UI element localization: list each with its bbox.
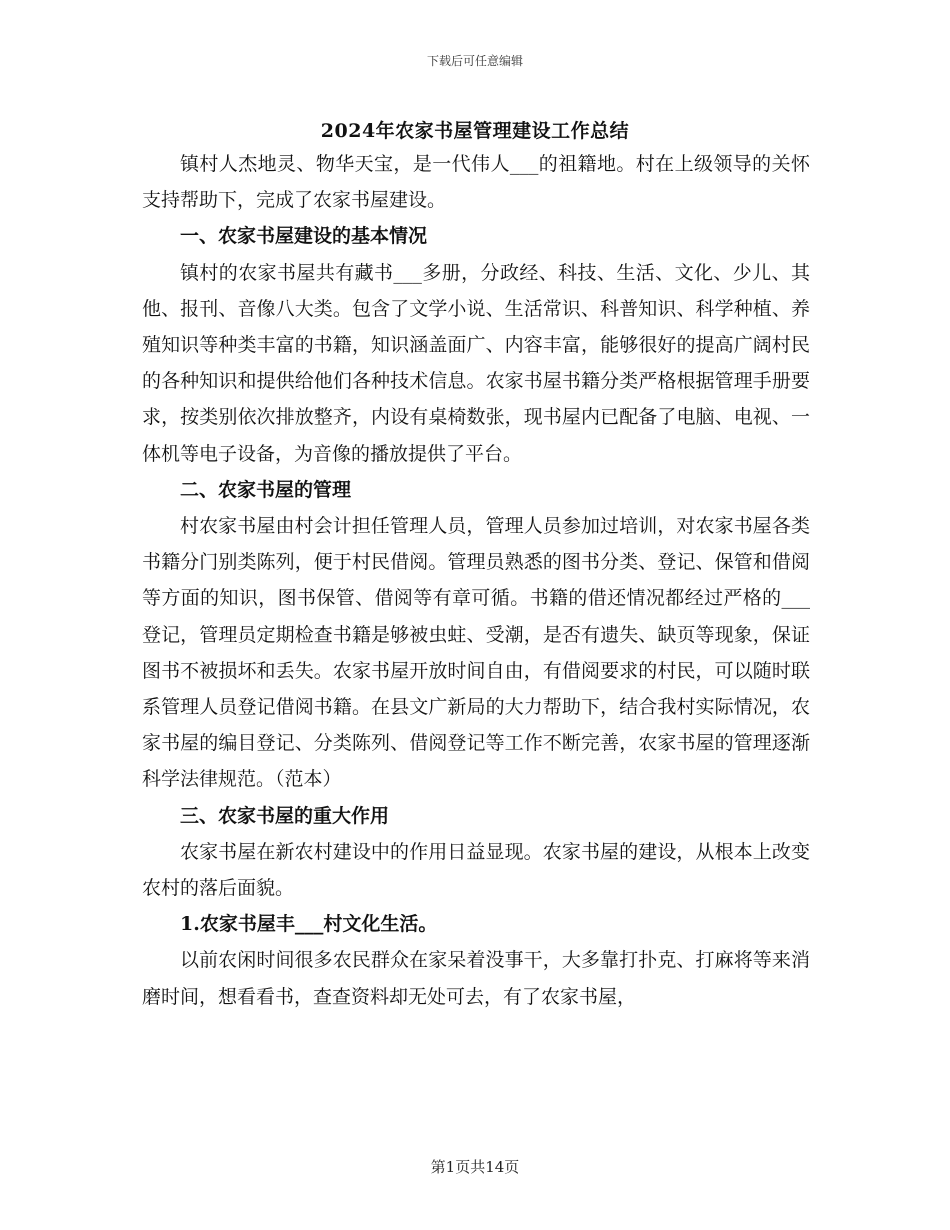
section-2-paragraph: 村农家书屋由村会计担任管理人员，管理人员参加过培训，对农家书屋各类书籍分门别类陈列，便于村民借阅。管理员熟悉的图书分类、登记、保管和借阅等方面的知识，图书保管、借阅等有章可循。书籍的借还情况都经过严格的___登记，管理员定期检查书籍是够被虫蛀、受潮，是否有遗失、缺页等现象，保证图书不被损坏和丢失。农家书屋开放时间自由，有借阅要求的村民，可以随时联系管理人员登记借阅书籍。在县文广新局的大力帮助下，结合我村实际情况，农家书屋的编目登记、分类陈列、借阅登记等工作不断完善，农家书屋的管理逐渐科学法律规范。（范本）: [142, 515, 810, 791]
page-header: 下载后可任意编辑: [426, 54, 523, 68]
subsection-1-paragraph: 以前农闲时间很多农民群众在家呆着没事干，大多靠打扑克、打麻将等来消磨时间，想看看书，查查资料却无处可去，有了农家书屋，: [142, 949, 810, 1008]
document-body: [142, 146, 810, 1015]
intro-paragraph: 镇村人杰地灵、物华天宝，是一代伟人___的祖籍地。村在上级领导的关怀支持帮助下，完成了农家书屋建设。: [142, 153, 810, 212]
section-heading-1: 一、农家书屋建设的基本情况: [180, 225, 428, 248]
section-heading-3: 三、农家书屋的重大作用: [180, 804, 390, 827]
section-1-paragraph: 镇村的农家书屋共有藏书___多册，分政经、科技、生活、文化、少儿、其他、报刊、音像八大类。包含了文学小说、生活常识、科普知识、科学种植、养殖知识等种类丰富的书籍，知识涵盖面广、内容丰富，能够很好的提高广阔村民的各种知识和提供给他们各种技术信息。农家书屋书籍分类严格根据管理手册要求，按类别依次排放整齐，内设有桌椅数张，现书屋内已配备了电脑、电视、一体机等电子设备，为音像的播放提供了平台。: [142, 261, 810, 465]
section-3-paragraph: 农家书屋在新农村建设中的作用日益显现。农家书屋的建设，从根本上改变农村的落后面貌。: [142, 840, 810, 900]
page-footer: 第1页共14页: [430, 1158, 520, 1176]
document-title: 2024年农家书屋管理建设工作总结: [320, 120, 630, 142]
section-heading-2: 二、农家书屋的管理: [180, 478, 352, 501]
subsection-heading-1: 1.农家书屋丰___村文化生活。: [180, 913, 438, 936]
